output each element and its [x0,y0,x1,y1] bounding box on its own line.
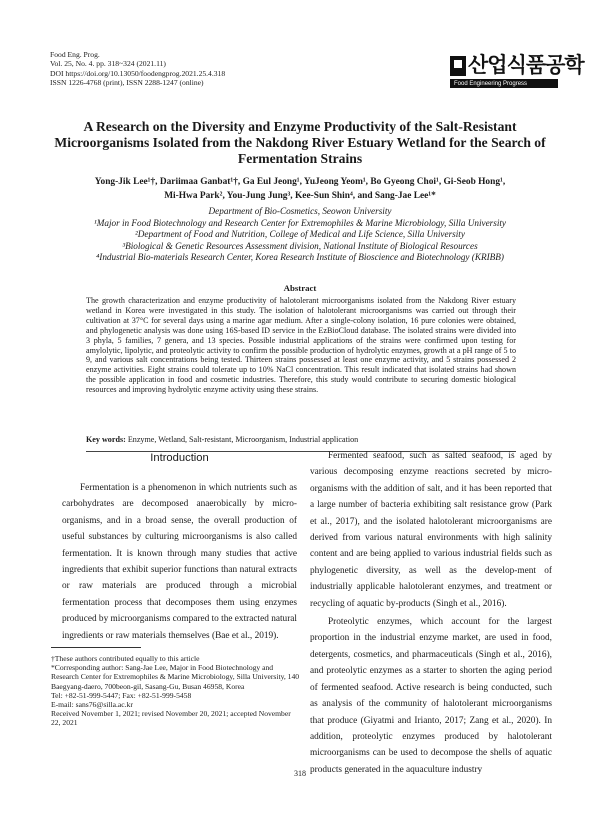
footnote-received: Received November 1, 2021; revised November 20, 2021; accepted November 22, 2021 [51,709,291,728]
keywords [86,435,516,445]
paper-title: A Research on the Diversity and Enzyme Productivity of the Salt-Resistant Microorganisms Isolated from the Nakdong River Estuary Wetland for the Search of Fermentation Strains [54,119,546,166]
affiliation-list [40,206,560,264]
author-list [40,176,560,203]
affiliation-3: ³Biological & Genetic Resources Assessment division, National Institute of Biological Resources [122,240,478,251]
keywords-label: Key words: [86,435,126,444]
footnote-tel: Tel: +82-51-999-5447; Fax: +82-51-999-5458 [51,690,192,700]
logo-english-text: Food Engineering Progress [454,80,528,87]
affiliation-2: ²Department of Food and Nutrition, College of Medical and Life Science, Silla University [135,229,465,239]
intro-paragraph-3: Proteolytic enzymes, which account for the largest proportion in the industrial enzyme market, are used in food, detergents, cosmetics, and pharmaceuticals (Singh et al., 2016), and proteolytic enzymes as a starter to shorten the aging period of fermented seafood. Active research is being conducted, such as analysis of the community of halotolerant microorganisms that produce (Giyatmi and Irianto, 2017; Zang et al., 2020). In addition, proteolytic enzymes produced by halotolerant microorganisms can be used to decompose the shells of aquatic products generated in the aquaculture industry [310,617,552,775]
journal-volume: Vol. 25, No. 4. pp. 318~324 (2021.11) [50,59,166,69]
author-line-1: Yong-Jik Lee¹†, Dariimaa Ganbat¹†, Ga Eul Jeong¹, YuJeong Yeom¹, Bo Gyeong Choi¹, Gi-Seob Hong¹, [94,177,506,187]
journal-info [50,50,225,88]
footnote-email[interactable]: E-mail: sans76@silla.ac.kr [51,700,133,710]
journal-name: Food Eng. Prog. [50,50,100,59]
journal-logo [450,52,584,90]
logo-korean-text: 산업식품공학 [468,53,584,77]
footnote-equal-contribution: †These authors contributed equally to this article [51,654,200,663]
abstract-text: The growth characterization and enzyme productivity of halotolerant microorganisms isolated from the Nakdong River estuary wetland in Korea were investigated in this study. The isolation of halotolerant microorganisms was carried out through their cultivation at 37°C for several days using a marine agar medium. After a single-colony isolation, 16 pure colonies were obtained, and phylogenetic analysis was done using 16S-based ID service in the EzBioCloud database. The isolated strains were divided into 3 phyla, 5 families, 7 genera, and 13 species. Possible industrial applications of the strains were confirmed upon testing for amylolytic, lipolytic, and proteolytic activity to confirm the possible production of hydrolytic enzymes, growth at a pH range of 5 to 9, and various salt concentrations being tested. Thirteen strains possessed at least one enzyme activity, and 5 strains possessed 2 enzyme activities. Eight strains could tolerate up to 10% NaCl concentration. This result indicated that isolated strains had shown the possible application in food and cosmetic industries. Therefore, this study would contribute to securing domestic biological resources and improving hydrolytic enzyme activity using these strains. [86,296,516,395]
footnote-divider [51,647,141,648]
abstract-heading: Abstract [283,283,317,293]
journal-issn: ISSN 1226-4768 (print), ISSN 2288-1247 (online) [50,78,204,88]
affiliation-4: ⁴Industrial Bio-materials Research Center, Korea Research Institute of Bioscience and Biotechnology (KRIBB) [96,252,504,262]
left-column [62,480,297,644]
logo-mark-icon [450,56,466,76]
intro-paragraph-1: Fermentation is a phenomenon in which nutrients such as carbohydrates are decomposed anaerobically by micro-organisms, and in a broad sense, the overall production of useful substances by culturing microorganisms is also called fermentation. It is known through many studies that active ingredients that exhibit superior functions than natural extracts or raw materials are produced through a microbial fermentation process that decomposes them using enzymes produced by microorganisms compared to the extracted natural ingredients or raw materials themselves (Bae et al., 2019). [62,483,298,641]
right-column [310,448,552,778]
affiliation-0: Department of Bio-Cosmetics, Seowon University [208,206,392,216]
page-number: 318 [294,769,306,778]
keywords-text: Enzyme, Wetland, Salt-resistant, Microorganism, Industrial application [127,435,359,444]
footnote-corresponding: *Corresponding author: Sang-Jae Lee, Major in Food Biotechnology and Research Center for Extremophiles & Marine Microbiology, Silla University, 140 Baegyang-daero, 700beon-gil, Sasang-Gu, Busan 46958, Korea [51,663,300,691]
introduction-heading: Introduction [150,452,209,464]
author-line-2: Mi-Hwa Park², You-Jung Jung³, Kee-Sun Shin⁴, and Sang-Jae Lee¹* [164,190,436,201]
affiliation-1: ¹Major in Food Biotechnology and Research Center for Extremophiles & Marine Microbiology, Silla University [93,217,507,228]
footnotes [51,654,301,728]
journal-doi: DOI https://doi.org/10.13050/foodengprog.2021.25.4.318 [50,68,226,78]
intro-paragraph-2: Fermented seafood, such as salted seafood, is aged by various decomposing enzyme reactions secreted by micro-organisms with the addition of salt, and it has been reported that a large number of bacteria exhibiting salt resistance grow (Park et al., 2017), and the isolated halotolerant microorganisms are derived from various natural environments with high salinity content and are being applied to various industrial fields such as phylogenetic diversity, as well as the develop-ment of industrially applicable halotolerant enzymes, and treatment or recycling of aquatic by-products (Singh et al., 2016). [310,451,552,609]
